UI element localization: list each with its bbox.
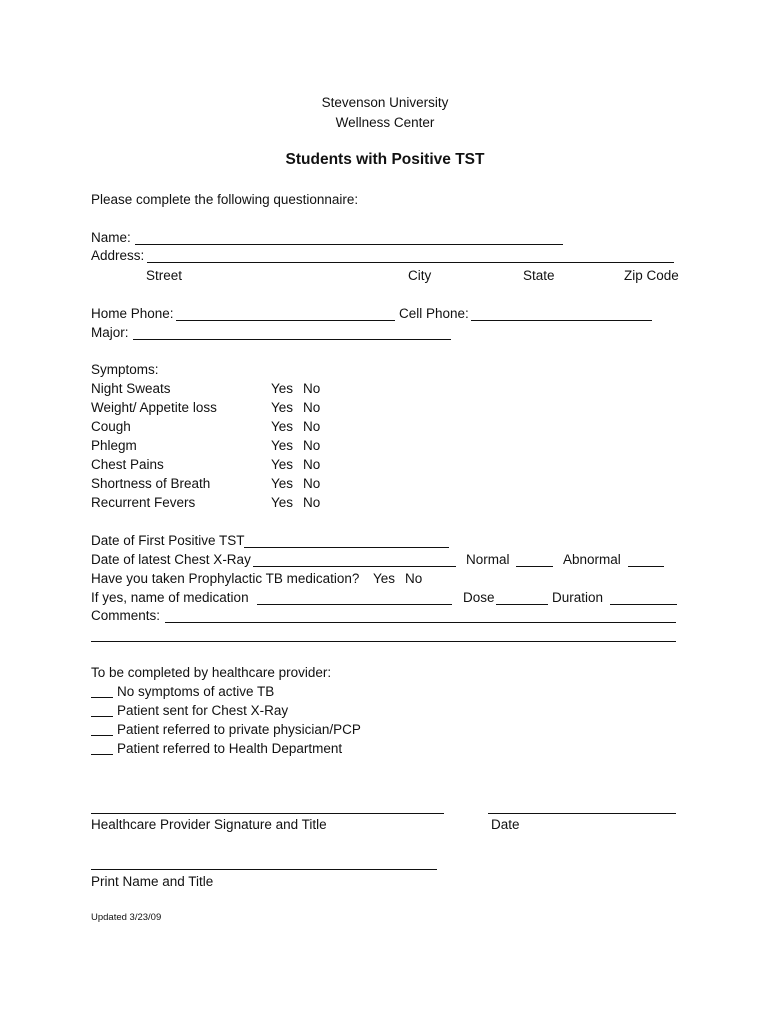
print-name-line[interactable]	[91, 869, 437, 870]
medication-label: If yes, name of medication	[91, 590, 249, 605]
address-field[interactable]	[147, 262, 674, 263]
provider-checkbox-line[interactable]	[91, 716, 113, 717]
symptom-yes[interactable]: Yes	[271, 400, 294, 415]
symptom-label: Night Sweats	[91, 381, 171, 396]
cell-phone-field[interactable]	[471, 320, 652, 321]
signature-line[interactable]	[91, 813, 444, 814]
major-label: Major:	[91, 325, 129, 340]
city-label: City	[408, 268, 432, 283]
symptom-no[interactable]: No	[303, 419, 321, 434]
symptom-no[interactable]: No	[303, 476, 321, 491]
symptoms-heading: Symptoms:	[91, 362, 159, 377]
symptom-yes[interactable]: Yes	[271, 476, 294, 491]
duration-field[interactable]	[610, 604, 677, 605]
symptom-label: Phlegm	[91, 438, 137, 453]
provider-option: Patient referred to Health Department	[117, 741, 343, 756]
address-label: Address:	[91, 248, 145, 263]
provider-checkbox-line[interactable]	[91, 697, 113, 698]
symptom-label: Weight/ Appetite loss	[91, 400, 217, 415]
symptom-no[interactable]: No	[303, 495, 321, 510]
prophylactic-yes[interactable]: Yes	[373, 571, 396, 586]
university-name: Stevenson University	[321, 95, 449, 110]
chest-xray-label: Date of latest Chest X-Ray	[91, 552, 251, 567]
home-phone-field[interactable]	[176, 320, 395, 321]
duration-label: Duration	[552, 590, 604, 605]
provider-option: No symptoms of active TB	[117, 684, 275, 699]
comments-field-line2[interactable]	[91, 641, 676, 642]
prophylactic-no[interactable]: No	[405, 571, 423, 586]
provider-checkbox-line[interactable]	[91, 735, 113, 736]
symptom-no[interactable]: No	[303, 438, 321, 453]
symptom-label: Shortness of Breath	[91, 476, 211, 491]
comments-field[interactable]	[165, 622, 676, 623]
symptom-yes[interactable]: Yes	[271, 495, 294, 510]
symptom-no[interactable]: No	[303, 457, 321, 472]
chest-xray-field[interactable]	[253, 566, 456, 567]
symptom-no[interactable]: No	[303, 400, 321, 415]
provider-option: Patient sent for Chest X-Ray	[117, 703, 289, 718]
home-phone-label: Home Phone:	[91, 306, 174, 321]
dose-label: Dose	[463, 590, 495, 605]
symptom-label: Cough	[91, 419, 131, 434]
wellness-center: Wellness Center	[335, 115, 435, 130]
normal-label: Normal	[466, 552, 510, 567]
zip-label: Zip Code	[624, 268, 679, 283]
dose-field[interactable]	[496, 604, 548, 605]
provider-option: Patient referred to private physician/PCP	[117, 722, 361, 737]
prophylactic-label: Have you taken Prophylactic TB medication?	[91, 571, 360, 586]
abnormal-label: Abnormal	[563, 552, 621, 567]
provider-heading: To be completed by healthcare provider:	[91, 665, 332, 680]
state-label: State	[523, 268, 555, 283]
symptom-yes[interactable]: Yes	[271, 457, 294, 472]
abnormal-field[interactable]	[628, 566, 664, 567]
major-field[interactable]	[133, 339, 451, 340]
medication-field[interactable]	[257, 604, 452, 605]
symptom-label: Chest Pains	[91, 457, 164, 472]
signature-label: Healthcare Provider Signature and Title	[91, 817, 327, 832]
first-tst-label: Date of First Positive TST	[91, 533, 245, 548]
date-line[interactable]	[488, 813, 676, 814]
symptom-yes[interactable]: Yes	[271, 419, 294, 434]
intro-text: Please complete the following questionnaire:	[91, 192, 359, 207]
name-label: Name:	[91, 230, 131, 245]
comments-label: Comments:	[91, 608, 161, 623]
normal-field[interactable]	[516, 566, 553, 567]
symptom-label: Recurrent Fevers	[91, 495, 196, 510]
form-title: Students with Positive TST	[285, 151, 485, 168]
symptom-yes[interactable]: Yes	[271, 381, 294, 396]
provider-checkbox-line[interactable]	[91, 754, 113, 755]
symptom-no[interactable]: No	[303, 381, 321, 396]
print-name-label: Print Name and Title	[91, 874, 214, 889]
updated-date: Updated 3/23/09	[91, 912, 162, 923]
date-label: Date	[491, 817, 520, 832]
symptom-yes[interactable]: Yes	[271, 438, 294, 453]
cell-phone-label: Cell Phone:	[399, 306, 469, 321]
first-tst-field[interactable]	[244, 547, 449, 548]
name-field[interactable]	[135, 244, 563, 245]
street-label: Street	[146, 268, 183, 283]
